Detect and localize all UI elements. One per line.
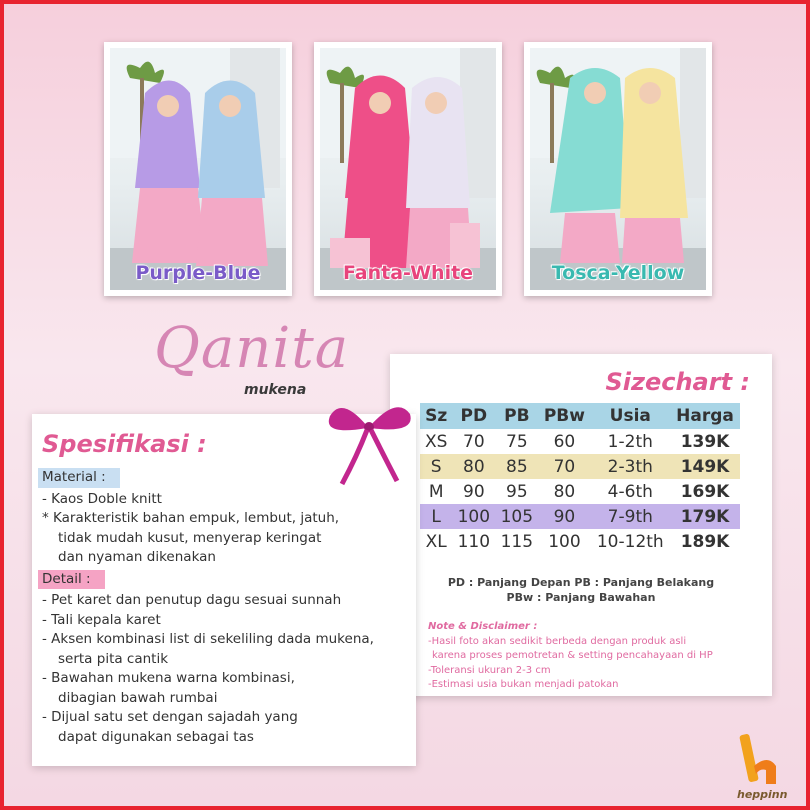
cell-pd: 100 xyxy=(452,504,495,529)
note-title: Note & Disclaimer : xyxy=(428,621,538,632)
spec-line: - Pet karet dan penutup dagu sesuai sunnah xyxy=(42,592,342,608)
table-header-row xyxy=(420,403,740,429)
ribbon-bow-icon xyxy=(322,396,417,491)
photo-caption: Fanta-White xyxy=(342,262,474,284)
cell-price: 139K xyxy=(680,431,730,452)
kids-illustration xyxy=(320,48,496,290)
table-row xyxy=(420,454,740,479)
cell-price: 149K xyxy=(670,454,740,479)
cell-size: XL xyxy=(425,531,447,552)
table-row xyxy=(420,529,740,554)
spec-line: - Dijual satu set dengan sajadah yang xyxy=(42,709,298,725)
kids-illustration xyxy=(530,48,706,290)
sizechart-card xyxy=(390,354,772,696)
cell-pd: 80 xyxy=(452,454,495,479)
cell-pb: 105 xyxy=(495,504,538,529)
skirt2 xyxy=(622,218,684,263)
cell-pd: 90 xyxy=(463,481,485,502)
cell-age: 4-6th xyxy=(607,481,653,502)
spec-line: dibagian bawah rumbai xyxy=(58,689,218,706)
spec-line: serta pita cantik xyxy=(58,650,169,667)
skirt1 xyxy=(132,188,206,263)
header-size: Sz xyxy=(420,403,452,429)
cell-size: M xyxy=(428,481,444,502)
header-price: Harga xyxy=(670,403,740,429)
cell-size: L xyxy=(420,504,452,529)
spec-line: - Kaos Doble knitt xyxy=(42,490,162,507)
cell-age: 7-9th xyxy=(591,504,671,529)
table-row xyxy=(420,504,740,529)
disclaimer-note xyxy=(428,620,713,693)
cell-age: 2-3th xyxy=(591,454,671,479)
photo-caption: Purple-Blue xyxy=(135,262,261,284)
cell-pbw: 70 xyxy=(538,454,590,479)
note-line: -Toleransi ukuran 2-3 cm xyxy=(428,664,551,676)
cell-price: 169K xyxy=(680,481,730,502)
header-pb: PB xyxy=(495,403,538,429)
photo-scene xyxy=(320,48,496,290)
kids-illustration xyxy=(110,48,286,290)
spec-line: tidak mudah kusut, menyerap keringat xyxy=(58,529,322,546)
note-line: -Hasil foto akan sedikit berbeda dengan produk asli xyxy=(428,635,687,647)
cell-size: XS xyxy=(424,431,448,452)
photo-purple-blue[interactable] xyxy=(104,42,292,296)
legend-line-1: PD : Panjang Depan PB : Panjang Belakang xyxy=(447,576,715,589)
sizechart-title: Sizechart : xyxy=(605,368,750,396)
header-pbw: PBw xyxy=(538,403,590,429)
store-brand-name: heppinn xyxy=(737,788,788,801)
size-table xyxy=(420,403,740,554)
detail-label: Detail : xyxy=(38,570,105,590)
cell-pbw: 80 xyxy=(553,481,576,502)
cell-pbw: 90 xyxy=(538,504,590,529)
cell-pd: 70 xyxy=(463,431,485,452)
cell-age: 1-2th xyxy=(607,431,653,452)
cell-pb: 95 xyxy=(506,481,528,502)
brand-logo-subtitle: mukena xyxy=(244,382,307,398)
photo-tosca-yellow[interactable] xyxy=(524,42,712,296)
cell-pbw: 60 xyxy=(553,431,576,452)
cell-pb: 115 xyxy=(500,531,534,552)
spec-body xyxy=(38,466,414,747)
material-label: Material : xyxy=(38,468,120,488)
skirt2 xyxy=(196,198,268,266)
cell-pd: 110 xyxy=(457,531,491,552)
cell-pbw: 100 xyxy=(548,531,581,552)
photo-scene xyxy=(110,48,286,290)
photo-scene xyxy=(530,48,706,290)
cell-pb: 85 xyxy=(495,454,538,479)
table-row xyxy=(420,429,740,454)
note-line: -Estimasi usia bukan menjadi patokan xyxy=(428,679,619,690)
cell-age: 10-12th xyxy=(596,531,664,552)
spec-line: - Tali kepala karet xyxy=(42,611,161,628)
table-row xyxy=(420,479,740,504)
note-line: karena proses pemotretan & setting pencahayaan di HP xyxy=(432,650,713,661)
legend-line-2: PBw : Panjang Bawahan xyxy=(506,591,656,604)
spec-line: - Bawahan mukena warna kombinasi, xyxy=(42,670,295,686)
spec-line: * Karakteristik bahan empuk, lembut, jatuh, xyxy=(42,510,340,526)
brand-logo-title: Qanita xyxy=(154,316,350,381)
cell-size: S xyxy=(420,454,452,479)
header-pd: PD xyxy=(452,403,495,429)
photo-fanta-white[interactable] xyxy=(314,42,502,296)
spec-line: dapat digunakan sebagai tas xyxy=(58,728,254,745)
photo-caption: Tosca-Yellow xyxy=(551,262,685,284)
spec-line: - Aksen kombinasi list di sekeliling dada mukena, xyxy=(42,631,374,647)
cell-price: 179K xyxy=(670,504,740,529)
cell-pb: 75 xyxy=(506,431,528,452)
skirt1 xyxy=(560,213,620,263)
cell-price: 189K xyxy=(680,531,730,552)
header-age: Usia xyxy=(591,403,671,429)
spec-title: Spesifikasi : xyxy=(42,430,207,458)
spec-line: dan nyaman dikenakan xyxy=(58,549,216,565)
